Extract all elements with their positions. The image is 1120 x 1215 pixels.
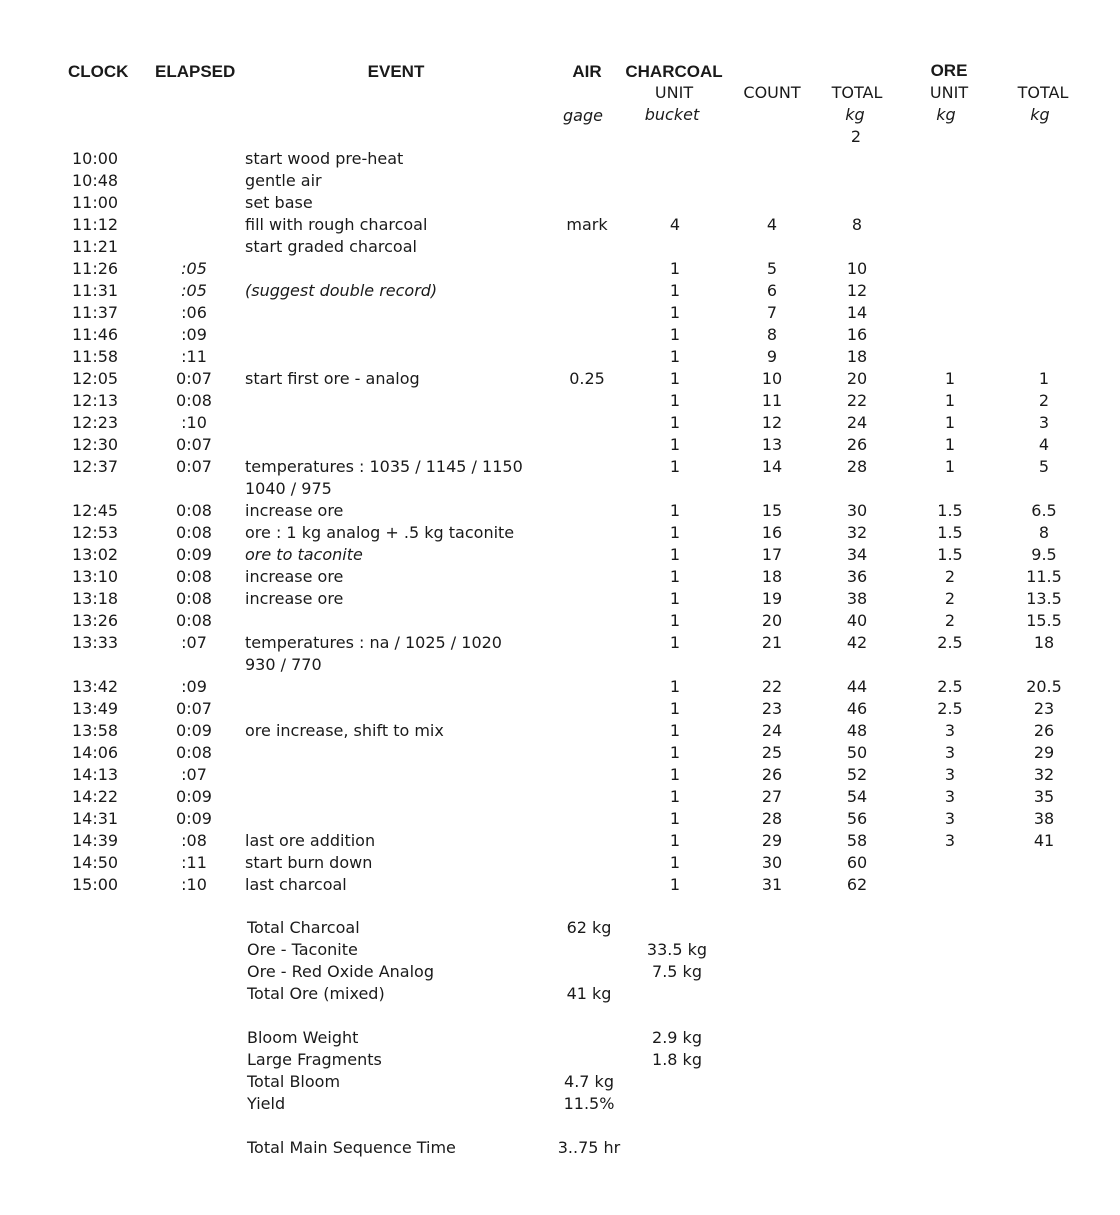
ore-total-cell: 20.5 [1026,677,1062,696]
count-cell: 20 [761,611,783,630]
header-ore-unit: UNIT [929,83,969,102]
event-cell: gentle air [245,171,322,190]
clock-cell: 14:39 [72,831,119,850]
elapsed-cell: 0:08 [176,743,212,762]
ore-total-cell: 2 [1038,391,1050,410]
elapsed-cell: :10 [181,413,207,432]
elapsed-cell: :07 [181,633,207,652]
summary-row [0,1137,1120,1159]
clock-cell: 15:00 [72,875,119,894]
header-air-unit: gage [563,106,603,125]
clock-cell: 14:06 [72,743,119,762]
charcoal-total-cell: 8 [851,215,863,234]
summary-row [0,1115,1120,1137]
summary-label: Large Fragments [247,1050,382,1069]
elapsed-cell: 0:08 [176,611,212,630]
charcoal-total-cell: 58 [846,831,868,850]
header-count: COUNT [743,83,801,102]
ore-unit-cell: 1 [944,369,956,388]
ore-unit-cell: 3 [944,743,956,762]
summary-subvalue: 33.5 kg [646,940,708,959]
table-row [0,852,1120,874]
elapsed-cell: 0:08 [176,523,212,542]
clock-cell: 12:45 [72,501,119,520]
clock-cell: 13:42 [72,677,119,696]
summary-row [0,1049,1120,1071]
ore-unit-cell: 2 [944,611,956,630]
elapsed-cell: :10 [181,875,207,894]
charcoal-total-cell: 38 [846,589,868,608]
event-cell: set base [245,193,313,212]
count-cell: 6 [766,281,778,300]
clock-cell: 12:13 [72,391,119,410]
charcoal-unit-cell: 1 [669,831,681,850]
clock-cell: 13:26 [72,611,119,630]
ore-unit-cell: 2 [944,589,956,608]
count-cell: 13 [761,435,783,454]
header-charcoal-total-sub: kg [845,105,865,124]
count-cell: 23 [761,699,783,718]
elapsed-cell: 0:07 [176,699,212,718]
count-cell: 5 [766,259,778,278]
count-cell: 12 [761,413,783,432]
elapsed-cell: :09 [181,325,207,344]
elapsed-cell: :05 [181,281,207,300]
summary-value: 41 kg [566,984,612,1003]
charcoal-total-cell: 28 [846,457,868,476]
charcoal-total-cell: 60 [846,853,868,872]
count-cell: 31 [761,875,783,894]
elapsed-cell: :07 [181,765,207,784]
ore-unit-cell: 1 [944,457,956,476]
table-row [0,390,1120,412]
clock-cell: 11:37 [72,303,119,322]
summary-label: Total Bloom [247,1072,341,1091]
ore-unit-cell: 1 [944,435,956,454]
table-row [0,610,1120,632]
charcoal-unit-cell: 1 [669,853,681,872]
summary-row [0,1027,1120,1049]
ore-total-cell: 3 [1038,413,1050,432]
table-row [0,676,1120,698]
charcoal-unit-cell: 1 [669,765,681,784]
event-cell: ore to taconite [245,545,363,564]
summary-label: Ore - Taconite [247,940,358,959]
charcoal-unit-cell: 1 [669,787,681,806]
header-charcoal-unit-sub: bucket [644,105,700,124]
table-row [0,434,1120,456]
count-cell: 18 [761,567,783,586]
ore-unit-cell: 2.5 [937,633,963,652]
summary-value: 11.5% [563,1094,615,1113]
elapsed-cell: 0:08 [176,501,212,520]
table-row [0,500,1120,522]
header-charcoal: CHARCOAL [625,62,723,81]
ore-total-cell: 18 [1033,633,1055,652]
table-row [0,720,1120,742]
header-ore-unit-sub: kg [936,105,956,124]
table-row [0,148,1120,170]
header-clock: CLOCK [68,62,129,81]
count-cell: 17 [761,545,783,564]
event-cell: fill with rough charcoal [245,215,428,234]
count-cell: 29 [761,831,783,850]
table-row [0,214,1120,236]
charcoal-total-cell: 50 [846,743,868,762]
summary-value: 4.7 kg [564,1072,614,1091]
clock-cell: 11:46 [72,325,119,344]
event-cell: temperatures : 1035 / 1145 / 1150 1040 / 975 [245,457,523,498]
charcoal-unit-cell: 1 [669,347,681,366]
summary-label: Ore - Red Oxide Analog [247,962,434,981]
summary-subvalue: 2.9 kg [652,1028,702,1047]
ore-total-cell: 4 [1038,435,1050,454]
clock-cell: 11:21 [72,237,119,256]
summary-label: Total Main Sequence Time [247,1138,456,1157]
clock-cell: 11:00 [72,193,119,212]
count-cell: 27 [761,787,783,806]
ore-total-cell: 38 [1033,809,1055,828]
clock-cell: 11:58 [72,347,119,366]
event-cell: start first ore - analog [245,369,420,388]
clock-cell: 13:33 [72,633,119,652]
elapsed-cell: :05 [181,259,207,278]
count-cell: 14 [761,457,783,476]
summary-row [0,917,1120,939]
elapsed-cell: :11 [181,347,207,366]
charcoal-total-cell: 14 [846,303,868,322]
clock-cell: 14:50 [72,853,119,872]
header-ore-total-sub: kg [1030,105,1050,124]
charcoal-unit-cell: 1 [669,699,681,718]
table-row [0,522,1120,544]
header-ore: ORE [930,61,968,80]
clock-cell: 11:31 [72,281,119,300]
ore-total-cell: 35 [1033,787,1055,806]
charcoal-total-cell: 44 [846,677,868,696]
ore-total-cell: 26 [1033,721,1055,740]
ore-total-cell: 6.5 [1031,501,1057,520]
table-row [0,808,1120,830]
charcoal-total-cell: 22 [846,391,868,410]
table-row [0,830,1120,852]
table-row [0,544,1120,566]
summary-row [0,961,1120,983]
charcoal-total-cell: 56 [846,809,868,828]
header-elapsed: ELAPSED [155,62,236,81]
count-cell: 15 [761,501,783,520]
charcoal-total-cell: 32 [846,523,868,542]
table-row [0,456,1120,500]
clock-cell: 13:02 [72,545,119,564]
header-charcoal-total-sub2: 2 [850,127,862,146]
elapsed-cell: 0:08 [176,567,212,586]
elapsed-cell: 0:08 [176,391,212,410]
event-cell: last charcoal [245,875,347,894]
summary-label: Total Charcoal [247,918,360,937]
ore-total-cell: 41 [1033,831,1055,850]
elapsed-cell: 0:08 [176,589,212,608]
header-charcoal-total: TOTAL [831,83,883,102]
ore-total-cell: 8 [1038,523,1050,542]
ore-total-cell: 13.5 [1026,589,1062,608]
table-row [0,698,1120,720]
elapsed-cell: :06 [181,303,207,322]
table-row [0,258,1120,280]
log-table-body [0,148,1120,896]
charcoal-unit-cell: 1 [669,435,681,454]
charcoal-unit-cell: 1 [669,259,681,278]
table-row [0,632,1120,676]
charcoal-total-cell: 12 [846,281,868,300]
elapsed-cell: :09 [181,677,207,696]
charcoal-unit-cell: 1 [669,325,681,344]
ore-unit-cell: 2.5 [937,699,963,718]
event-cell: start wood pre-heat [245,149,404,168]
table-row [0,764,1120,786]
table-row [0,280,1120,302]
charcoal-total-cell: 34 [846,545,868,564]
elapsed-cell: 0:09 [176,545,212,564]
elapsed-cell: 0:09 [176,809,212,828]
table-row [0,742,1120,764]
count-cell: 21 [761,633,783,652]
elapsed-cell: 0:07 [176,435,212,454]
header-charcoal-unit: UNIT [654,83,694,102]
charcoal-total-cell: 26 [846,435,868,454]
ore-total-cell: 29 [1033,743,1055,762]
ore-unit-cell: 3 [944,831,956,850]
event-cell: ore increase, shift to mix [245,721,444,740]
count-cell: 4 [766,215,778,234]
charcoal-total-cell: 18 [846,347,868,366]
ore-unit-cell: 1 [944,391,956,410]
elapsed-cell: 0:09 [176,787,212,806]
event-cell: temperatures : na / 1025 / 1020 930 / 770 [245,633,502,674]
header-ore-total: TOTAL [1017,83,1069,102]
clock-cell: 12:05 [72,369,119,388]
count-cell: 11 [761,391,783,410]
ore-unit-cell: 1 [944,413,956,432]
charcoal-unit-cell: 1 [669,523,681,542]
clock-cell: 12:30 [72,435,119,454]
elapsed-cell: 0:09 [176,721,212,740]
summary-subvalue: 7.5 kg [652,962,702,981]
table-row [0,874,1120,896]
table-row [0,368,1120,390]
charcoal-unit-cell: 1 [669,391,681,410]
count-cell: 7 [766,303,778,322]
summary-value: 3..75 hr [557,1138,621,1157]
count-cell: 26 [761,765,783,784]
count-cell: 9 [766,347,778,366]
ore-unit-cell: 1.5 [937,523,963,542]
event-cell: start burn down [245,853,373,872]
ore-unit-cell: 3 [944,721,956,740]
summary-label: Total Ore (mixed) [247,984,385,1003]
clock-cell: 11:12 [72,215,119,234]
ore-unit-cell: 3 [944,765,956,784]
table-row [0,236,1120,258]
charcoal-total-cell: 48 [846,721,868,740]
charcoal-total-cell: 40 [846,611,868,630]
clock-cell: 14:31 [72,809,119,828]
summary-block [0,917,1120,1159]
table-row [0,786,1120,808]
ore-total-cell: 15.5 [1026,611,1062,630]
count-cell: 22 [761,677,783,696]
event-cell: increase ore [245,567,344,586]
charcoal-total-cell: 24 [846,413,868,432]
summary-row [0,939,1120,961]
event-cell: (suggest double record) [245,281,438,300]
charcoal-unit-cell: 1 [669,743,681,762]
clock-cell: 11:26 [72,259,119,278]
charcoal-total-cell: 54 [846,787,868,806]
summary-subvalue: 1.8 kg [652,1050,702,1069]
charcoal-unit-cell: 1 [669,281,681,300]
summary-label: Bloom Weight [247,1028,359,1047]
charcoal-unit-cell: 1 [669,545,681,564]
table-row [0,566,1120,588]
event-cell: start graded charcoal [245,237,417,256]
charcoal-total-cell: 36 [846,567,868,586]
count-cell: 24 [761,721,783,740]
clock-cell: 12:53 [72,523,119,542]
table-row [0,412,1120,434]
charcoal-unit-cell: 1 [669,567,681,586]
ore-unit-cell: 2 [944,567,956,586]
elapsed-cell: 0:07 [176,457,212,476]
count-cell: 16 [761,523,783,542]
charcoal-unit-cell: 1 [669,677,681,696]
elapsed-cell: :11 [181,853,207,872]
summary-row [0,983,1120,1005]
count-cell: 30 [761,853,783,872]
charcoal-unit-cell: 1 [669,633,681,652]
air-cell: 0.25 [569,369,605,388]
ore-total-cell: 11.5 [1026,567,1062,586]
clock-cell: 13:10 [72,567,119,586]
clock-cell: 13:18 [72,589,119,608]
ore-unit-cell: 2.5 [937,677,963,696]
charcoal-unit-cell: 1 [669,369,681,388]
charcoal-unit-cell: 1 [669,875,681,894]
count-cell: 19 [761,589,783,608]
charcoal-unit-cell: 4 [669,215,681,234]
clock-cell: 14:22 [72,787,119,806]
charcoal-total-cell: 42 [846,633,868,652]
ore-total-cell: 5 [1038,457,1050,476]
ore-unit-cell: 1.5 [937,501,963,520]
ore-unit-cell: 1.5 [937,545,963,564]
clock-cell: 13:49 [72,699,119,718]
charcoal-unit-cell: 1 [669,809,681,828]
table-row [0,192,1120,214]
elapsed-cell: :08 [181,831,207,850]
table-row [0,588,1120,610]
charcoal-unit-cell: 1 [669,589,681,608]
clock-cell: 12:23 [72,413,119,432]
elapsed-cell: 0:07 [176,369,212,388]
charcoal-total-cell: 10 [846,259,868,278]
charcoal-total-cell: 20 [846,369,868,388]
summary-row [0,1071,1120,1093]
ore-total-cell: 32 [1033,765,1055,784]
event-cell: last ore addition [245,831,376,850]
charcoal-unit-cell: 1 [669,413,681,432]
count-cell: 10 [761,369,783,388]
count-cell: 8 [766,325,778,344]
charcoal-total-cell: 16 [846,325,868,344]
summary-row [0,1093,1120,1115]
ore-total-cell: 1 [1038,369,1050,388]
event-cell: increase ore [245,501,344,520]
ore-total-cell: 23 [1033,699,1055,718]
table-row [0,324,1120,346]
header-event: EVENT [367,62,425,81]
table-row [0,346,1120,368]
ore-total-cell: 9.5 [1031,545,1057,564]
table-row [0,170,1120,192]
summary-row [0,1005,1120,1027]
clock-cell: 13:58 [72,721,119,740]
summary-label: Yield [247,1094,286,1113]
charcoal-unit-cell: 1 [669,501,681,520]
charcoal-unit-cell: 1 [669,611,681,630]
charcoal-unit-cell: 1 [669,457,681,476]
ore-unit-cell: 3 [944,809,956,828]
clock-cell: 14:13 [72,765,119,784]
event-cell: increase ore [245,589,344,608]
clock-cell: 10:00 [72,149,119,168]
charcoal-total-cell: 62 [846,875,868,894]
charcoal-unit-cell: 1 [669,721,681,740]
table-row [0,302,1120,324]
ore-unit-cell: 3 [944,787,956,806]
count-cell: 28 [761,809,783,828]
charcoal-total-cell: 52 [846,765,868,784]
clock-cell: 12:37 [72,457,119,476]
charcoal-unit-cell: 1 [669,303,681,322]
count-cell: 25 [761,743,783,762]
clock-cell: 10:48 [72,171,119,190]
summary-value: 62 kg [566,918,612,937]
air-cell: mark [566,215,608,234]
charcoal-total-cell: 46 [846,699,868,718]
header-air: AIR [572,62,602,81]
event-cell: ore : 1 kg analog + .5 kg taconite [245,523,515,542]
charcoal-total-cell: 30 [846,501,868,520]
